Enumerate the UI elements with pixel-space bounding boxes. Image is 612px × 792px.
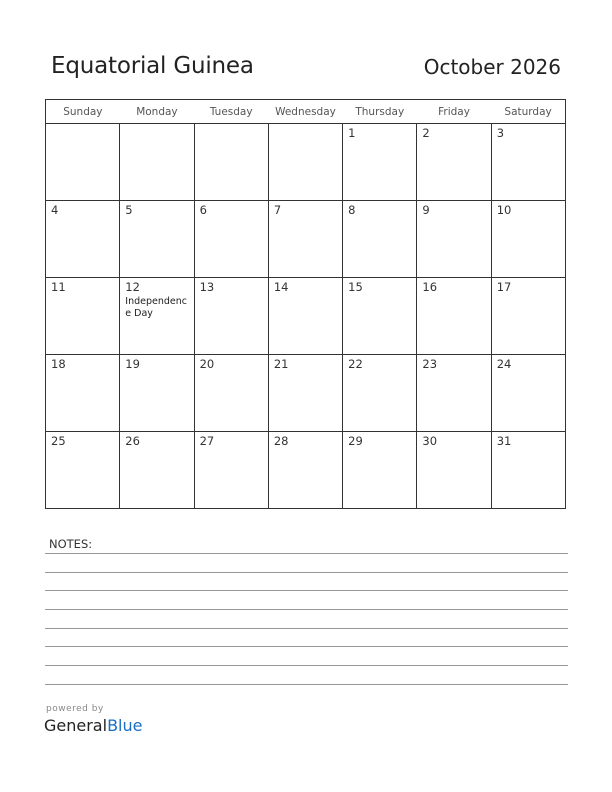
day-number: 13 xyxy=(199,280,215,294)
day-number: 12 xyxy=(125,280,140,294)
note-line xyxy=(45,553,568,554)
day-number: 26 xyxy=(125,434,140,448)
day-number: 22 xyxy=(348,357,363,371)
day-number: 10 xyxy=(496,203,512,217)
day-number: 29 xyxy=(348,434,363,448)
day-number: 21 xyxy=(273,357,289,371)
calendar-day-cell xyxy=(417,355,491,432)
weekday-friday: Friday xyxy=(417,100,491,124)
calendar-day-cell xyxy=(491,124,565,201)
calendar-day-cell xyxy=(268,278,342,355)
day-number: 28 xyxy=(273,434,289,448)
note-line xyxy=(45,665,568,666)
day-number: 31 xyxy=(496,434,512,448)
calendar-day-cell xyxy=(343,201,417,278)
calendar-day-cell xyxy=(491,201,565,278)
day-number: 8 xyxy=(348,203,356,217)
day-number: 18 xyxy=(51,357,66,371)
brand-general-text: General xyxy=(44,716,108,735)
calendar-week-row xyxy=(46,355,566,432)
calendar-body xyxy=(46,124,566,509)
weekday-tuesday: Tuesday xyxy=(194,100,268,124)
calendar-day-cell xyxy=(268,201,342,278)
calendar-day-cell xyxy=(343,278,417,355)
calendar-day-cell xyxy=(120,124,194,201)
day-number: 27 xyxy=(199,434,215,448)
day-number: 17 xyxy=(496,280,512,294)
brand-blue-text: Blue xyxy=(107,716,143,735)
calendar-day-cell xyxy=(343,355,417,432)
day-number: 20 xyxy=(199,357,215,371)
day-number: 25 xyxy=(51,434,66,448)
day-number: 2 xyxy=(422,126,430,140)
calendar-day-cell xyxy=(194,124,268,201)
calendar-week-row xyxy=(46,124,566,201)
day-number: 11 xyxy=(51,280,66,294)
day-number: 1 xyxy=(348,126,356,140)
calendar-week-row xyxy=(46,201,566,278)
calendar-day-cell xyxy=(417,278,491,355)
calendar-day-cell xyxy=(491,432,565,509)
day-number: 3 xyxy=(496,126,505,140)
day-number: 5 xyxy=(125,203,133,217)
weekday-thursday: Thursday xyxy=(343,100,417,124)
calendar-day-cell xyxy=(120,355,194,432)
day-number: 19 xyxy=(125,357,140,371)
weekday-sunday: Sunday xyxy=(46,100,120,124)
weekday-wednesday: Wednesday xyxy=(268,100,342,124)
holiday-label: Independence Day xyxy=(125,296,187,319)
powered-by-text: powered by xyxy=(46,704,104,714)
calendar-day-cell xyxy=(268,355,342,432)
calendar-day-cell xyxy=(120,201,194,278)
calendar-day-cell xyxy=(194,201,268,278)
calendar-day-cell xyxy=(268,432,342,509)
note-line xyxy=(45,628,568,629)
calendar-month-title: October 2026 xyxy=(423,55,561,79)
day-number: 30 xyxy=(422,434,438,448)
day-number: 14 xyxy=(273,280,289,294)
calendar-week-row xyxy=(46,278,566,355)
calendar-day-cell xyxy=(343,124,417,201)
generalblue-logo xyxy=(44,716,142,735)
calendar-day-cell xyxy=(120,278,194,355)
weekday-monday: Monday xyxy=(120,100,194,124)
calendar-day-cell xyxy=(491,355,565,432)
day-number: 6 xyxy=(199,203,207,217)
day-number: 15 xyxy=(348,280,363,294)
day-number: 23 xyxy=(422,357,438,371)
day-number: 16 xyxy=(422,280,438,294)
calendar-day-cell xyxy=(46,278,120,355)
weekday-saturday: Saturday xyxy=(491,100,565,124)
calendar-day-cell xyxy=(194,278,268,355)
calendar-day-cell xyxy=(343,432,417,509)
calendar-grid xyxy=(45,99,566,509)
note-line xyxy=(45,609,568,610)
calendar-week-row xyxy=(46,432,566,509)
calendar-day-cell xyxy=(120,432,194,509)
note-line xyxy=(45,590,568,591)
notes-label: NOTES: xyxy=(49,537,93,551)
day-number: 24 xyxy=(496,357,512,371)
calendar-day-cell xyxy=(417,201,491,278)
calendar-day-cell xyxy=(46,124,120,201)
calendar-day-cell xyxy=(194,432,268,509)
calendar-day-cell xyxy=(417,124,491,201)
calendar-day-cell xyxy=(491,278,565,355)
day-number: 4 xyxy=(51,203,59,217)
weekday-header-row xyxy=(46,100,566,124)
calendar-day-cell xyxy=(46,201,120,278)
calendar-day-cell xyxy=(46,355,120,432)
note-line xyxy=(45,684,568,685)
calendar-day-cell xyxy=(46,432,120,509)
calendar-country-title: Equatorial Guinea xyxy=(51,53,254,79)
calendar-day-cell xyxy=(268,124,342,201)
day-number: 7 xyxy=(273,203,282,217)
day-number: 9 xyxy=(422,203,430,217)
note-line xyxy=(45,572,568,573)
note-line xyxy=(45,646,568,647)
calendar-day-cell xyxy=(194,355,268,432)
calendar-day-cell xyxy=(417,432,491,509)
